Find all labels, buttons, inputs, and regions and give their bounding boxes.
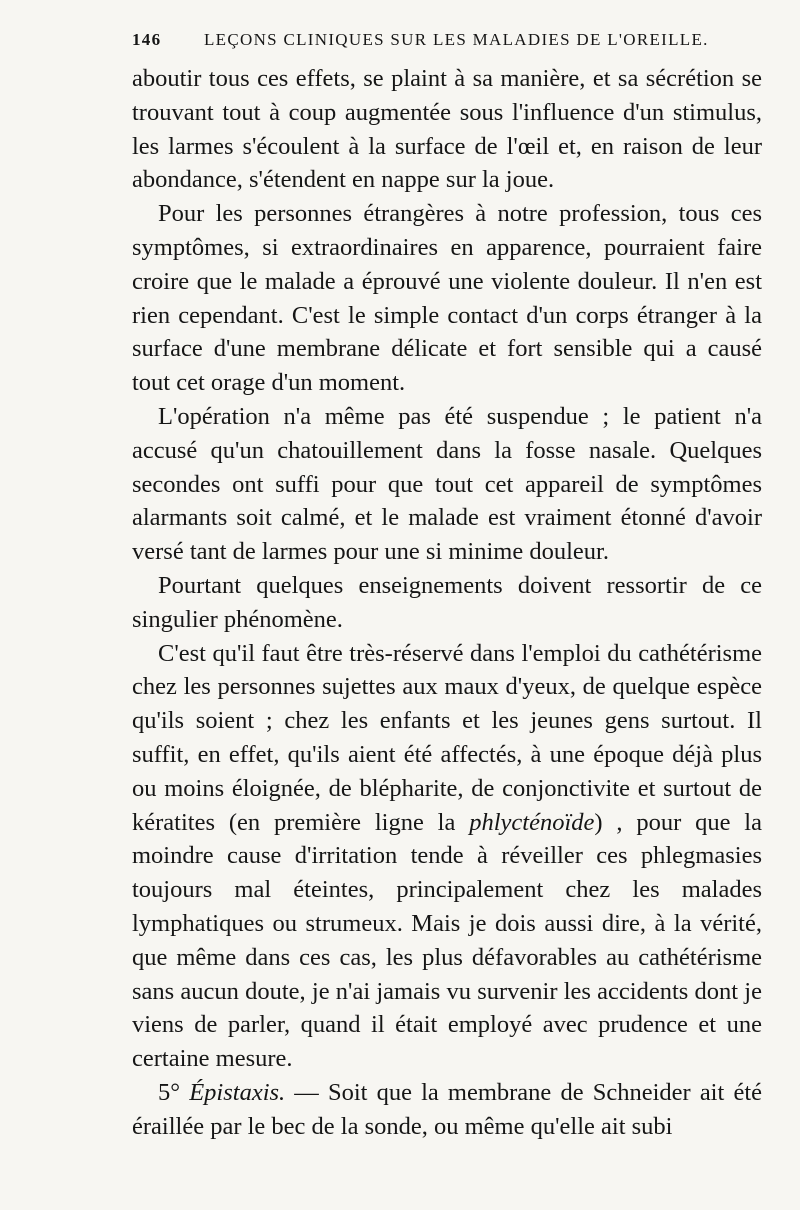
paragraph-2: Pour les personnes étrangères à notre profession, tous ces symptômes, si extraordinaires en apparence, pourraient faire croire que le malade a éprouvé une violente douleur. Il n'en est rien cependant. C'est le simple contact d'un corps étranger à la surface d'une membrane délicate et fort sensible qui a causé tout cet orage d'un moment. bbox=[132, 200, 762, 397]
section-heading-epistaxis: Épistaxis. bbox=[189, 1078, 286, 1106]
paragraph-5-text-start: C'est qu'il faut être très-réservé dans l'emploi du cathétérisme chez les personnes sujettes aux maux d'yeux, de quelque espèce qu'ils soient ; chez les enfants et les jeunes gens surtout. Il suffit, en effet, qu'ils aient été affectés, à une époque déjà plus ou moins éloignée, de blépharite, de conjonctivite et surtout de kératites (en première ligne la bbox=[132, 639, 762, 836]
paragraph-1: aboutir tous ces effets, se plaint à sa manière, et sa sécrétion se trouvant tout à coup augmentée sous l'influence d'un stimulus, les larmes s'écoulent à la surface de l'œil et, en raison de leur abondance, s'étendent en nappe sur la joue. bbox=[132, 65, 762, 194]
running-title: LEÇONS CLINIQUES SUR LES MALADIES DE L'OREILLE. bbox=[204, 30, 709, 49]
paragraph-3: L'opération n'a même pas été suspendue ; le patient n'a accusé qu'un chatouillement dans la fosse nasale. Quelques secondes ont suffi pour que tout cet appareil de symptômes alarmants soit calmé, et le malade est vraiment étonné d'avoir versé tant de larmes pour une si minime douleur. bbox=[132, 402, 762, 566]
paragraph-4: Pourtant quelques enseignements doivent ressortir de ce singulier phénomène. bbox=[132, 571, 762, 633]
section-number: 5° bbox=[158, 1078, 181, 1106]
running-header bbox=[132, 30, 762, 62]
paragraph-5 bbox=[132, 637, 762, 1076]
paragraph-5-text-end: ) , pour que la moindre cause d'irritation tende à réveiller ces phlegmasies toujours mal éteintes, principalement chez les malades lymphatiques ou strumeux. Mais je dois aussi dire, à la vérité, que même dans ces cas, les plus défavorables au cathétérisme sans aucun doute, je n'ai jamais vu survenir les accidents dont je viens de parler, quand il était employé avec prudence et une certaine mesure. bbox=[132, 808, 762, 1073]
paragraph-6 bbox=[132, 1076, 762, 1144]
paragraph-6-text: — Soit que la membrane de Schneider ait été éraillée par le bec de la sonde, ou même qu'elle ait subi bbox=[132, 1078, 762, 1140]
paragraph-5-italic-term: phlycténoïde bbox=[469, 808, 595, 836]
body-text bbox=[132, 62, 762, 1144]
page-number: 146 bbox=[132, 30, 162, 49]
